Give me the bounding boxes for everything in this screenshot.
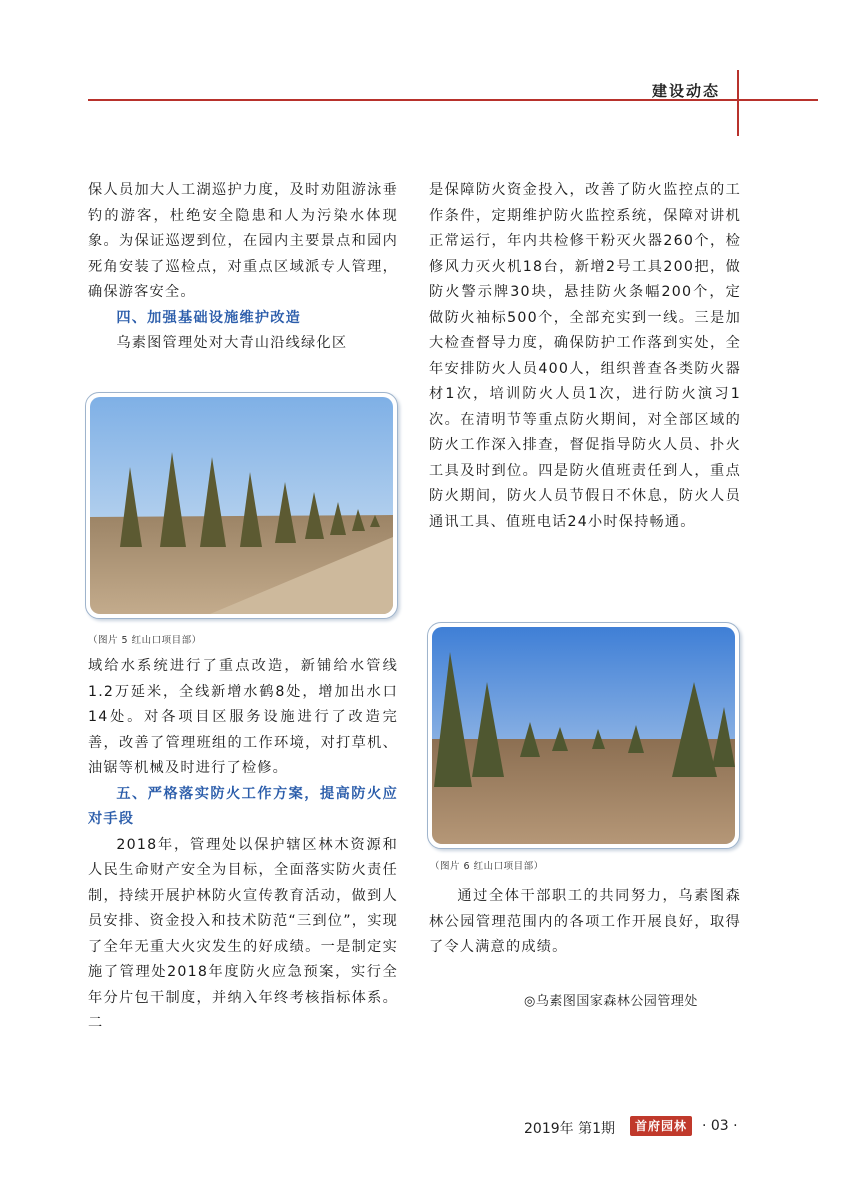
header-vertical-rule xyxy=(737,70,739,136)
right-column-top xyxy=(429,178,741,535)
left-paragraph-2: 乌素图管理处对大青山沿线绿化区 xyxy=(116,335,348,351)
left-column-bottom xyxy=(88,654,398,1037)
figure-5 xyxy=(85,392,398,619)
figure-5-photo xyxy=(90,397,393,614)
section-title: 建设动态 xyxy=(652,82,721,100)
left-paragraph-1: 保人员加大人工湖巡护力度，及时劝阻游泳垂钓的游客，杜绝安全隐患和人为污染水体现象。为保证巡逻到位，在园内主要景点和园内死角安装了巡检点，对重点区域派专人管理，确保游客安全。 xyxy=(88,182,398,300)
right-paragraph-2: 通过全体干部职工的共同努力，乌素图森林公园管理范围内的各项工作开展良好，取得了令人满意的成绩。 xyxy=(429,888,741,955)
figure-6-photo xyxy=(432,627,735,844)
heading-5: 五、严格落实防火工作方案，提高防火应对手段 xyxy=(88,785,398,827)
magazine-logo: 首府园林 xyxy=(630,1116,692,1136)
heading-4: 四、加强基础设施维护改造 xyxy=(116,309,302,326)
issue-label: 2019年 第1期 xyxy=(524,1121,615,1137)
left-paragraph-3: 域给水系统进行了重点改造，新铺给水管线1.2万延米，全线新增水鹤8处，增加出水口14处。对各项目区服务设施进行了改造完善，改善了管理班组的工作环境，对打草机、油锯等机械及时进行了检修。 xyxy=(88,658,398,776)
left-column-top xyxy=(88,178,398,357)
page-number: · 03 · xyxy=(702,1118,738,1134)
right-paragraph-1: 是保障防火资金投入，改善了防火监控点的工作条件，定期维护防火监控系统，保障对讲机正常运行，年内共检修干粉灭火器260个，检修风力灭火机18台，新增2号工具200把，做防火警示牌30块，悬挂防火条幅200个，定做防火袖标500个，全部充实到一线。三是加大检查督导力度，确保防护工作落到实处，全年安排防火人员400人，组织普查各类防火器材1次，培训防火人员1次，进行防火演习1次。在清明节等重点防火期间，对全部区域的防火工作深入排查，督促指导防火人员、扑火工具及时到位。四是防火值班责任到人，重点防火期间，防火人员节假日不休息，防火人员通讯工具、值班电话24小时保持畅通。 xyxy=(429,182,741,530)
author-signature: ◎乌素图国家森林公园管理处 xyxy=(524,994,698,1009)
left-paragraph-4: 2018年，管理处以保护辖区林木资源和人民生命财产安全为目标，全面落实防火责任制，持续开展护林防火宣传教育活动，做到人员安排、资金投入和技术防范“三到位”，实现了全年无重大火灾发生的好成绩。一是制定实施了管理处2018年度防火应急预案，实行全年分片包干制度，并纳入年终考核指标体系。二 xyxy=(88,836,398,1031)
figure-5-caption: （图片 5 红山口项目部） xyxy=(88,635,202,646)
figure-6-caption: （图片 6 红山口项目部） xyxy=(430,861,544,872)
figure-6 xyxy=(427,622,740,849)
right-column-bottom xyxy=(429,884,741,961)
